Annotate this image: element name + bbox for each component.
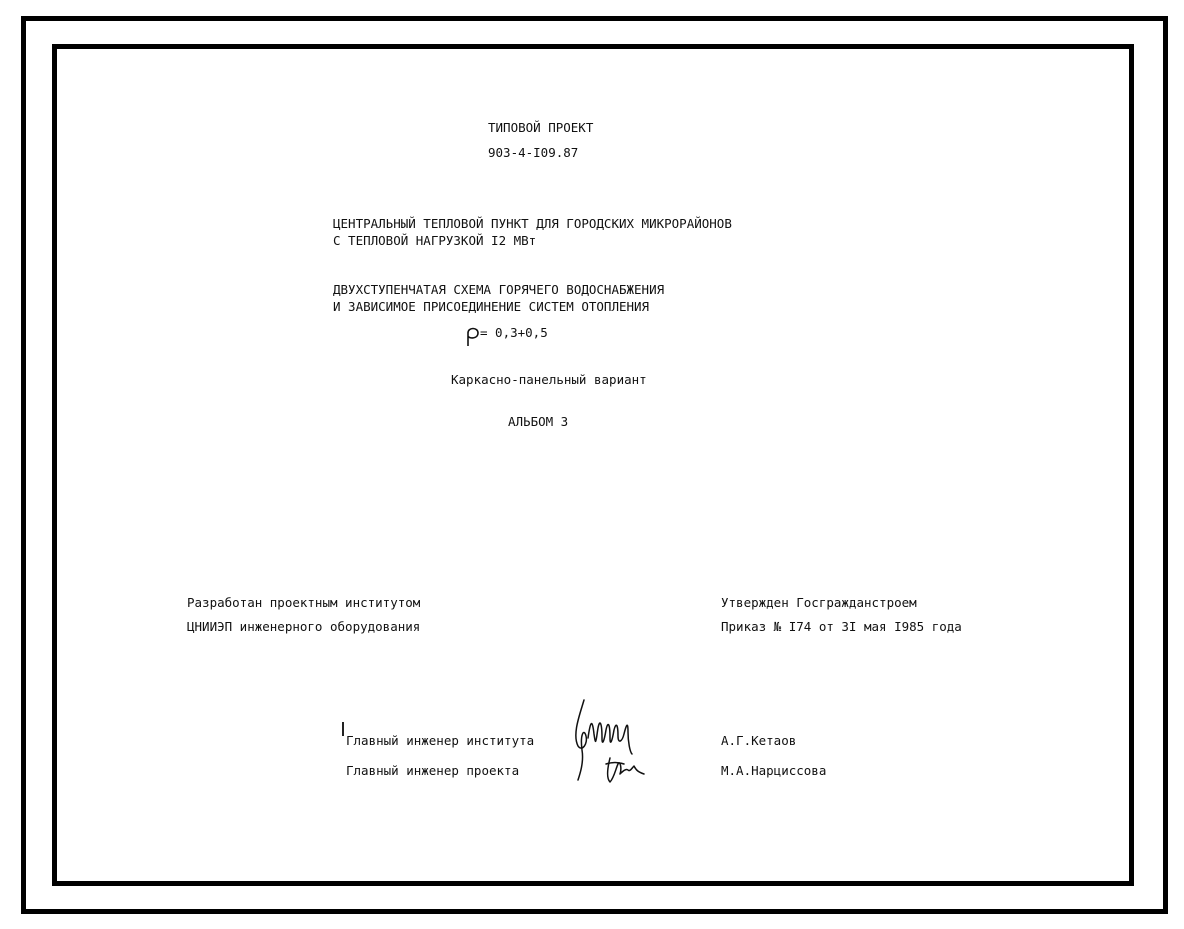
album-label: АЛЬБОМ 3 <box>508 414 569 429</box>
developer-line-1: Разработан проектным институтом <box>187 595 421 610</box>
signatory-role-2: Главный инженер проекта <box>346 763 520 778</box>
scheme-line-2: И ЗАВИСИМОЕ ПРИСОЕДИНЕНИЕ СИСТЕМ ОТОПЛЕНИЯ <box>333 299 650 314</box>
title-line-1: ЦЕНТРАЛЬНЫЙ ТЕПЛОВОЙ ПУНКТ ДЛЯ ГОРОДСКИХ МИКРОРАЙОНОВ <box>333 216 732 231</box>
project-number: 903-4-I09.87 <box>488 145 579 160</box>
approval-line-1: Утвержден Госгражданстроем <box>721 595 917 610</box>
signatory-name-1: А.Г.Кетаов <box>721 733 797 748</box>
ratio-value: = 0,3+0,5 <box>480 325 548 340</box>
signatory-role-1: Главный инженер института <box>346 733 535 748</box>
margin-tick <box>342 722 344 736</box>
approval-line-2: Приказ № I74 от 3I мая I985 года <box>721 619 962 634</box>
signatory-name-2: М.А.Нарциссова <box>721 763 827 778</box>
handwritten-signatures <box>566 694 656 789</box>
variant-label: Каркасно-панельный вариант <box>451 372 647 387</box>
rho-symbol-icon <box>462 322 482 350</box>
developer-line-2: ЦНИИЭП инженерного оборудования <box>187 619 421 634</box>
title-line-2: С ТЕПЛОВОЙ НАГРУЗКОЙ I2 МВт <box>333 233 537 248</box>
scheme-line-1: ДВУХСТУПЕНЧАТАЯ СХЕМА ГОРЯЧЕГО ВОДОСНАБЖЕНИЯ <box>333 282 665 297</box>
project-type: ТИПОВОЙ ПРОЕКТ <box>488 120 594 135</box>
